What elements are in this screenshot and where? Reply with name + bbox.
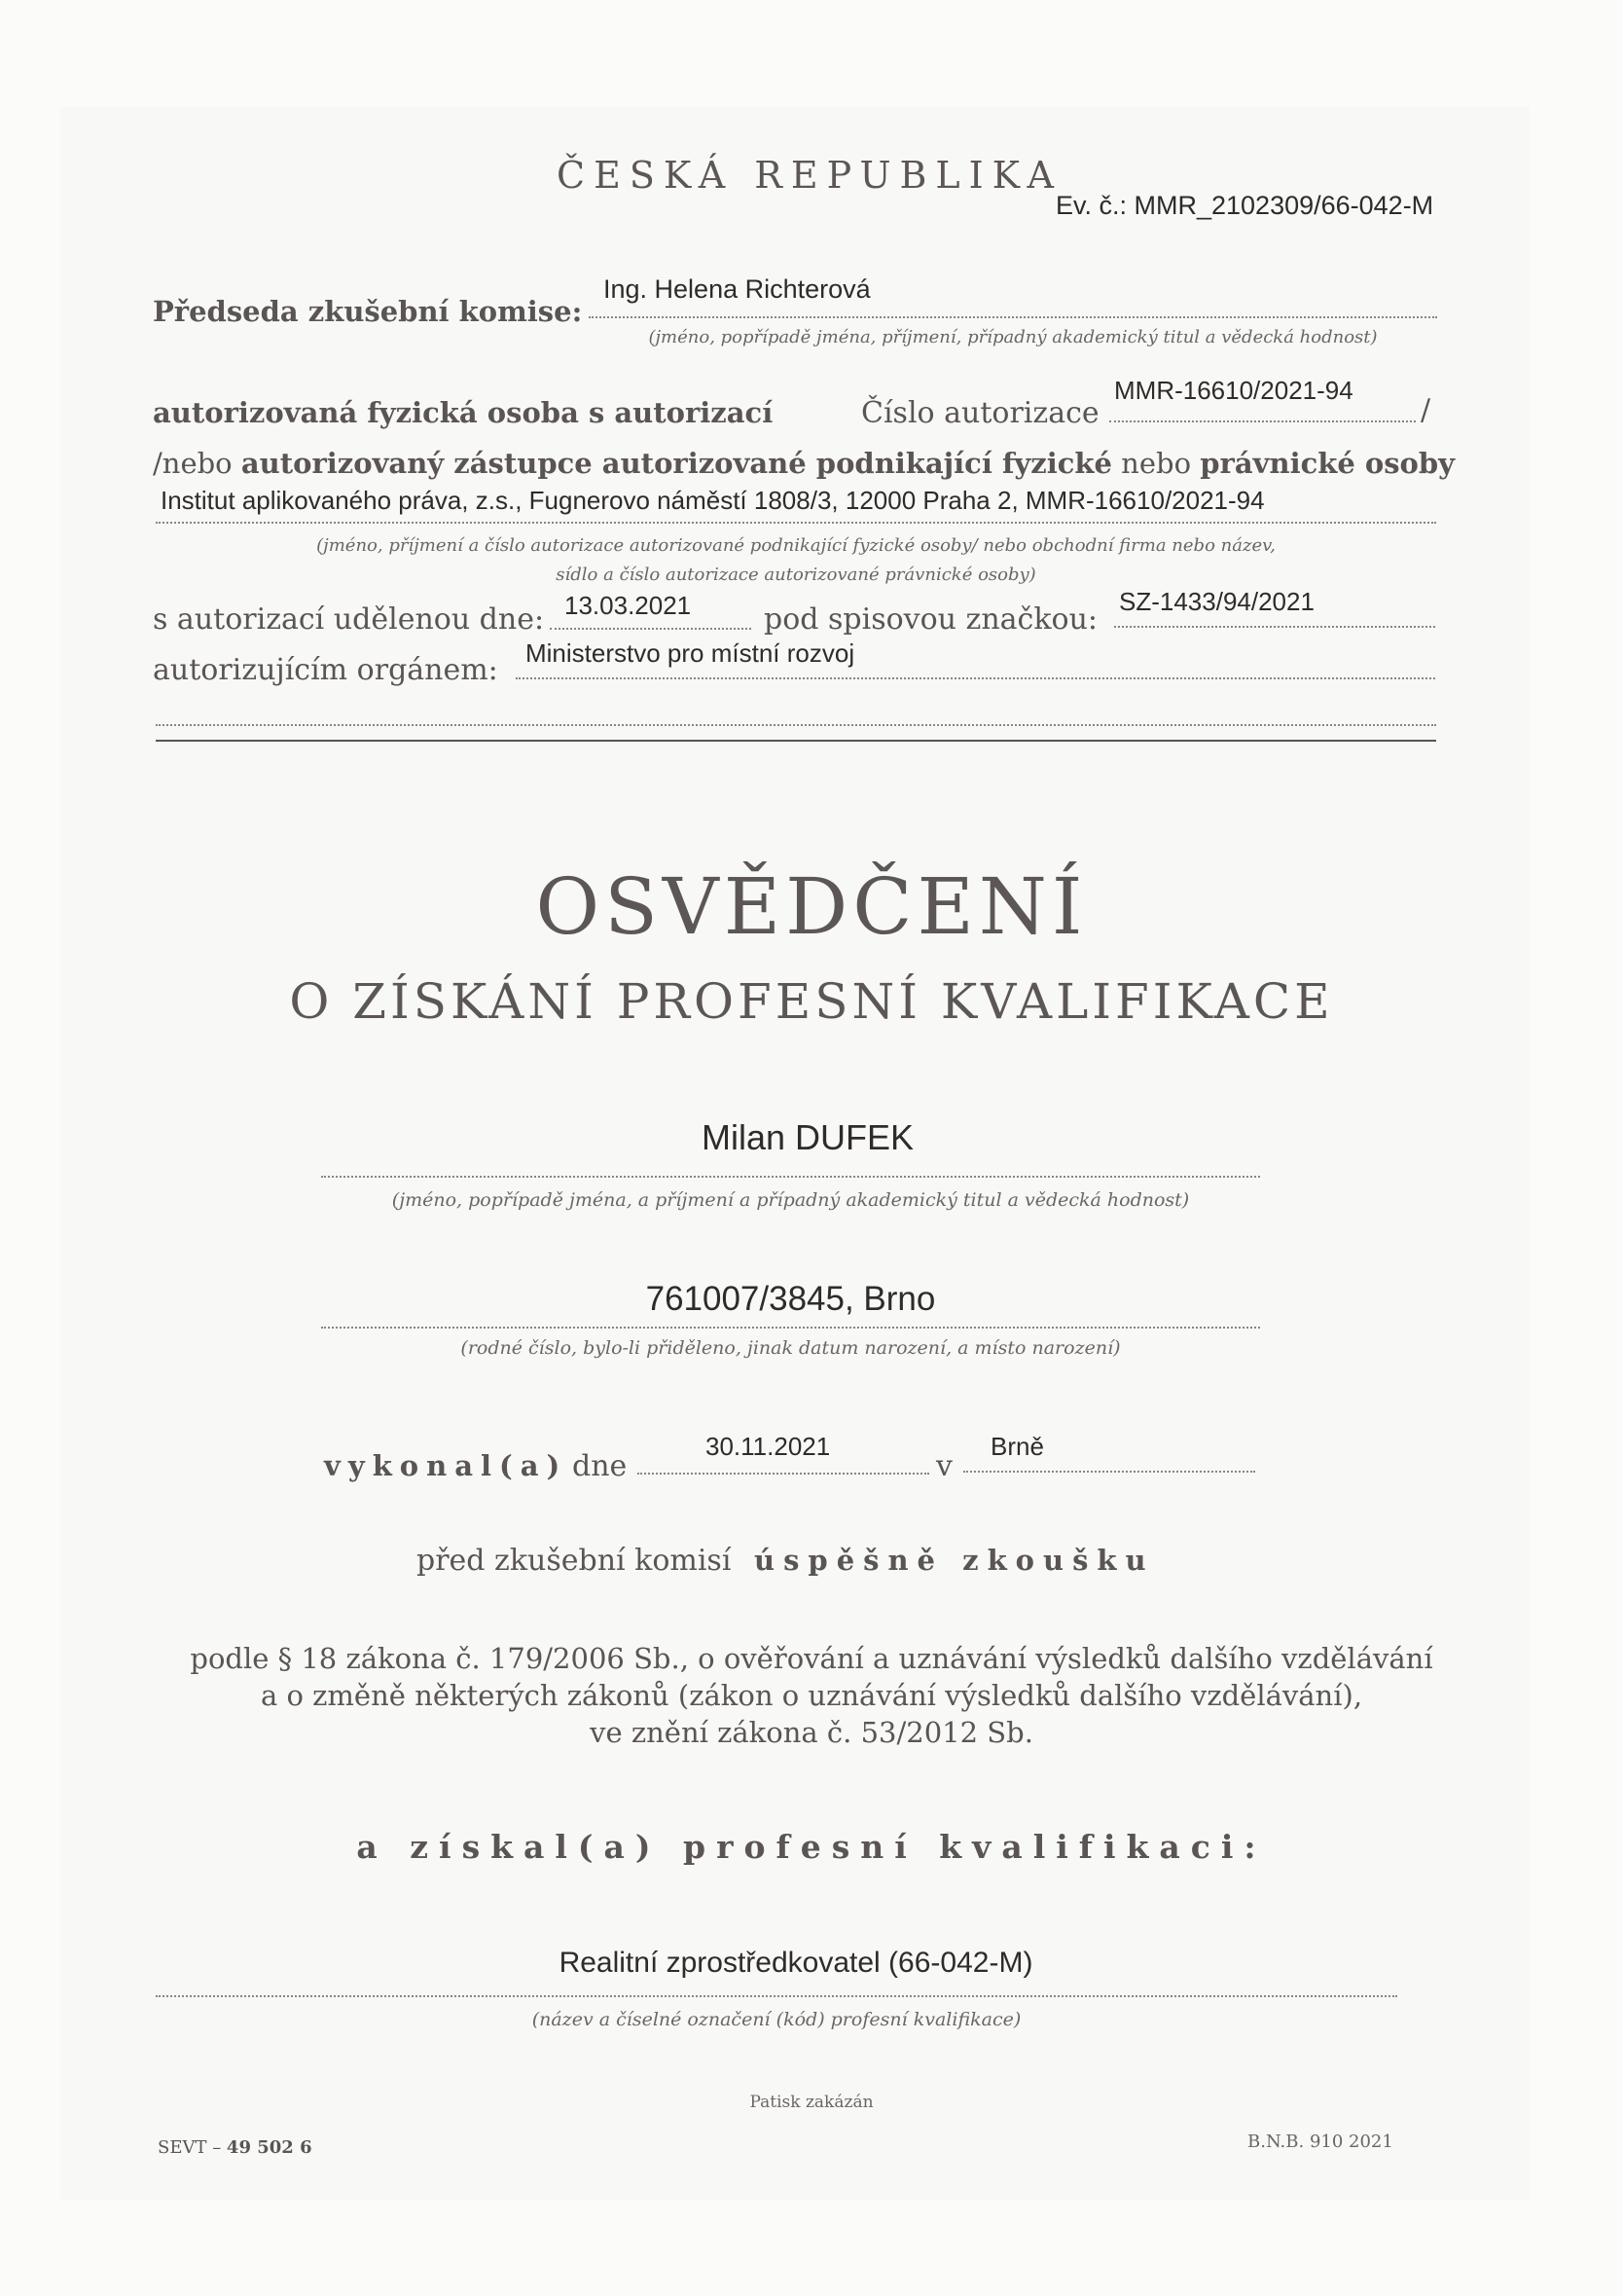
country-heading: ČESKÁ REPUBLIKA (557, 154, 1063, 197)
chair-note: (jméno, popřípadě jména, příjmení, případný akademický titul a vědecká hodnost) (648, 327, 1378, 347)
header-divider (156, 740, 1436, 742)
authorized-entity-note-1: (jméno, příjmení a číslo autorizace autorizované podnikající fyzické osoby/ nebo obchodní firma nebo název, (316, 535, 1276, 556)
certificate-subtitle: O ZÍSKÁNÍ PROFESNÍ KVALIFIKACE (289, 973, 1334, 1030)
qualification-line (156, 1995, 1397, 1997)
exam-day-label: dne (572, 1449, 628, 1483)
exam-date: 30.11.2021 (705, 1432, 831, 1461)
authorization-number-label: Číslo autorizace (861, 396, 1100, 430)
file-label: pod spisovou značkou: (764, 602, 1099, 637)
holder-name-line (321, 1176, 1260, 1178)
representative-bold-2: právnické osoby (1200, 447, 1456, 480)
exam-place: Brně (991, 1432, 1044, 1461)
chair-dotted-line (589, 316, 1437, 318)
law-line-1: podle § 18 zákona č. 179/2006 Sb., o ověřování a uznávání výsledků dalšího vzdělávání (190, 1642, 1433, 1675)
authorization-slash: / (1421, 393, 1431, 427)
holder-name-note: (jméno, popřípadě jména, a příjmení a případný akademický titul a vědecká hodnost) (391, 1189, 1190, 1211)
exam-place-label: v (936, 1449, 953, 1483)
authorized-entity-line (156, 522, 1436, 524)
representative-prefix: /nebo (153, 447, 241, 480)
authorization-number-value: MMR-16610/2021-94 (1114, 376, 1353, 405)
authorization-number-line (1109, 420, 1416, 422)
certificate-title: OSVĚDČENÍ (535, 861, 1088, 952)
representative-mid: nebo (1111, 447, 1201, 480)
qualification-heading: a získal(a) profesní kvalifikaci: (356, 1828, 1267, 1866)
bnb-code: B.N.B. 910 2021 (1247, 2132, 1393, 2152)
authorized-entity-note-2: sídlo a číslo autorizace autorizované právnické osoby) (556, 565, 1036, 585)
evidence-number: Ev. č.: MMR_2102309/66-042-M (1056, 191, 1434, 220)
authority-value: Ministerstvo pro místní rozvoj (525, 638, 855, 668)
authorized-person-label: autorizovaná fyzická osoba s autorizací (153, 396, 774, 429)
chair-label: Předseda zkušební komise: (153, 295, 583, 328)
sevt-prefix: SEVT – (158, 2137, 227, 2158)
file-line (1114, 626, 1435, 628)
holder-name: Milan DUFEK (701, 1117, 915, 1157)
performed-label: vykonal(a) (324, 1449, 568, 1482)
exam-date-line (637, 1473, 929, 1475)
holder-birth-note: (rodné číslo, bylo-li přiděleno, jinak datum narození, a místo narození) (460, 1337, 1121, 1359)
holder-birth: 761007/3845, Brno (645, 1280, 936, 1318)
reprint-notice: Patisk zakázán (749, 2093, 874, 2112)
granted-date: 13.03.2021 (564, 591, 692, 620)
law-line-3: ve znění zákona č. 53/2012 Sb. (590, 1716, 1033, 1749)
success-label: úspěšně zkoušku (754, 1544, 1155, 1577)
qualification-value: Realitní zprostředkovatel (66-042-M) (559, 1947, 1033, 1979)
exam-place-line (963, 1471, 1255, 1473)
sevt-code (158, 2137, 312, 2158)
representative-line (153, 447, 1455, 480)
qualification-note: (název a číselné označení (kód) profesní kvalifikace) (531, 2009, 1022, 2030)
granted-label: s autorizací udělenou dne: (153, 602, 545, 637)
sevt-number: 49 502 6 (226, 2137, 312, 2158)
holder-birth-line (321, 1327, 1260, 1329)
authority-line (516, 677, 1435, 679)
file-value: SZ-1433/94/2021 (1119, 587, 1315, 616)
law-line-2: a o změně některých zákonů (zákon o uznávání výsledků dalšího vzdělávání), (260, 1679, 1363, 1712)
authorized-entity-value: Institut aplikovaného práva, z.s., Fugnerovo náměstí 1808/3, 12000 Praha 2, MMR-16610/2021-94 (161, 486, 1265, 515)
before-committee-label: před zkušební komisí (416, 1544, 732, 1578)
representative-bold-1: autorizovaný zástupce autorizované podnikající fyzické (240, 447, 1112, 480)
chair-name: Ing. Helena Richterová (603, 274, 871, 304)
authority-label: autorizujícím orgánem: (153, 653, 498, 687)
granted-date-line (550, 628, 751, 630)
blank-dotted-line (156, 724, 1436, 726)
